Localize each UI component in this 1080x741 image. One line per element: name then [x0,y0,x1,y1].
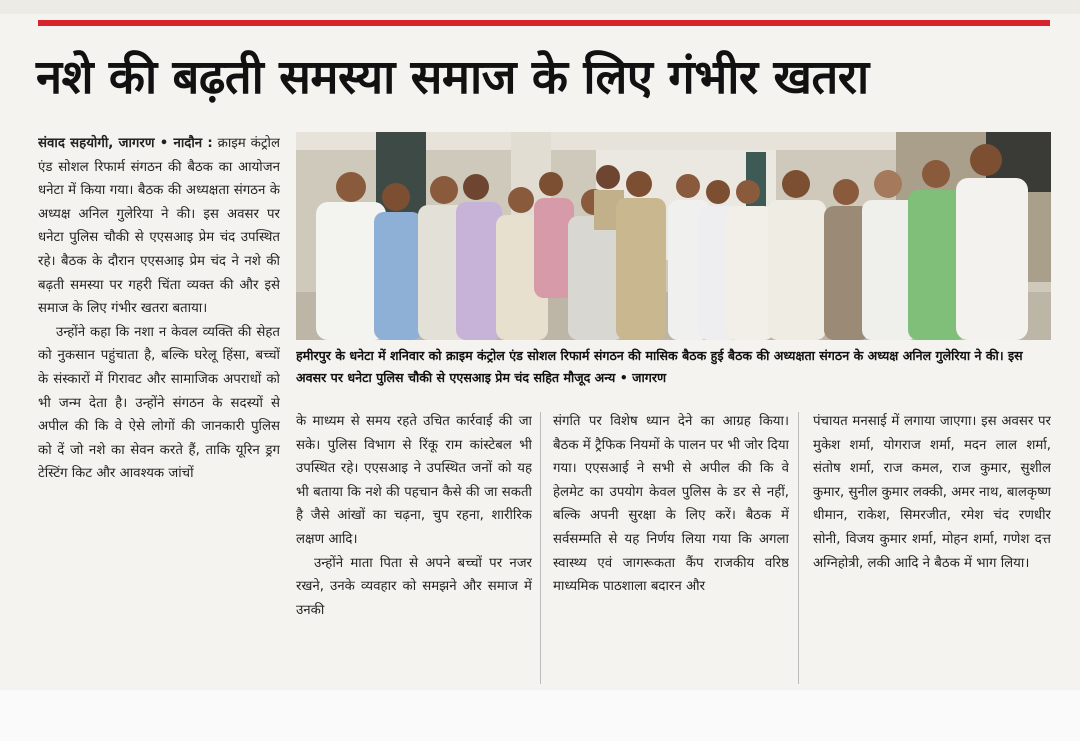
article-paragraph [38,132,280,321]
article-headline: नशे की बढ़ती समस्या समाज के लिए गंभीर खतरा [36,50,869,105]
page-bottom-edge [0,690,1080,741]
byline: संवाद सहयोगी, जागरण • नादौन : [38,136,213,151]
article-paragraph: के माध्यम से समय रहते उचित कार्रवाई की जा सके। पुलिस विभाग से रिंकू राम कांस्टेबल भी उपस्थित रहे। एएसआइ ने उपस्थित जनों को यह भी बताया कि नशे की पहचान कैसे की जा सकती है जैसे आंखों का चढ़ना, चुप रहना, शारीरिक लक्षण आदि। [296,414,532,547]
group-photo [296,132,1051,340]
column-divider [798,412,799,684]
article-paragraph: उन्होंने माता पिता से अपने बच्चों पर नजर रखने, उनके व्यवहार को समझने और समाज में उनकी [296,555,532,618]
article-column-1 [38,132,280,688]
article-paragraph: उन्होंने कहा कि नशा न केवल व्यक्ति की सेहत को नुकसान पहुंचाता है, बल्कि घरेलू हिंसा, बच्चों के संस्कारों में गिरावट और सामाजिक अपराधों को भी जन्म देता है। उन्होंने संगठन के सदस्यों से अपील की कि वे ऐसे लोगों की जानकारी पुलिस को दें जो नशे का सेवन करते हैं, ताकि यूरिन ड्रग टेस्टिंग किट और आवश्यक जांचों [38,324,280,482]
page-top-edge [0,0,1080,14]
article-paragraph: पंचायत मनसाई में लगाया जाएगा। इस अवसर पर मुकेश शर्मा, योगराज शर्मा, मदन लाल शर्मा, संतोष शर्मा, राज कमल, राज कुमार, सुशील कुमार, सुनील कुमार लक्की, अमर नाथ, बालकृष्ण धीमान, राकेश, सिमरजीत, रमेश चंद रणधीर सोनी, विजय कुमार शर्मा, मोहन शर्मा, गणेश दत्त अग्निहोत्री, लकी आदि ने बैठक में भाग लिया। [813,414,1051,571]
paragraph-text: क्राइम कंट्रोल एंड सोशल रिफार्म संगठन की बैठक का आयोजन धनेटा में किया गया। बैठक की अध्यक्षता संगठन के अध्यक्ष अनिल गुलेरिया ने की। इस अवसर पर धनेटा पुलिस चौकी से एएसआइ प्रेम चंद उपस्थित रहे। बैठक के दौरान एएसआइ प्रेम चंद ने नशे की बढ़ती समस्या पर गहरी चिंता व्यक्त की और इसे समाज के लिए गंभीर खतरा बताया। [38,136,280,317]
column-divider [540,412,541,684]
article-paragraph: संगति पर विशेष ध्यान देने का आग्रह किया। बैठक में ट्रैफिक नियमों के पालन पर भी जोर दिया गया। एएसआई ने सभी से अपील की कि वे हेलमेट का उपयोग केवल पुलिस के डर से नहीं, बल्कि अपनी सुरक्षा के लिए करें। बैठक में सर्वसम्मति से यह निर्णय लिया गया कि अगला स्वास्थ्य एवं जागरूकता कैंप राजकीय वरिष्ठ माध्यमिक पाठशाला बदारन और [553,414,789,595]
section-red-rule [38,20,1050,26]
photo-caption: हमीरपुर के धनेटा में शनिवार को क्राइम कंट्रोल एंड सोशल रिफार्म संगठन की मासिक बैठक हुई बैठक की अध्यक्षता संगठन के अध्यक्ष अनिल गुलेरिया ने की। इस अवसर पर धनेटा पुलिस चौकी से एएसआइ प्रेम चंद सहित मौजूद अन्य • जागरण [296,348,1023,385]
group-photo-illustration [296,132,1051,340]
article-column-4 [813,410,1051,688]
article-column-2 [296,410,532,688]
article-column-3 [553,410,789,688]
